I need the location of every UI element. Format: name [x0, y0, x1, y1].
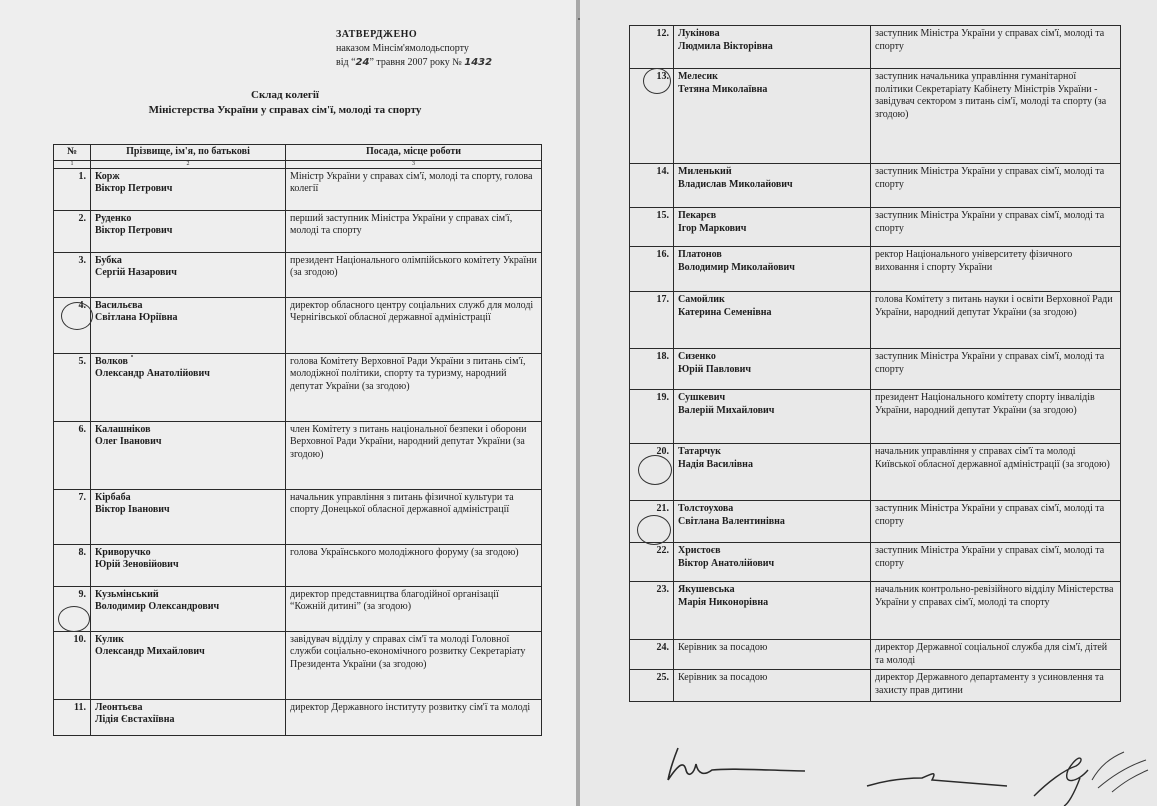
speck [578, 18, 580, 20]
member-name [674, 640, 871, 670]
member-position: завідувач відділу у справах сім'ї та молоді Головної служби соціально-економічного розвитку Секретаріату Президента України (за згодою) [286, 631, 542, 699]
member-name [91, 489, 286, 544]
index-cell: 3 [286, 160, 542, 168]
member-surname: Самойлик [678, 294, 725, 305]
row-number: 24. [630, 640, 674, 670]
member-position: заступник Міністра України у справах сім'ї, молоді та спорту [871, 26, 1121, 69]
member-given-name: Юрій Павлович [678, 363, 752, 375]
row-number: 16. [630, 247, 674, 292]
index-cell: 2 [91, 160, 286, 168]
member-given-name: Володимир Миколайович [678, 261, 795, 273]
table-row [54, 421, 542, 489]
member-name [674, 208, 871, 247]
row-number: 2. [54, 210, 91, 252]
speck [131, 355, 133, 357]
member-position: президент Національного комітету спорту інвалідів України, народний депутат України (за згодою) [871, 390, 1121, 444]
pen-circle-mark [643, 68, 671, 94]
member-position: заступник Міністра України у справах сім'ї, молоді та спорту [871, 208, 1121, 247]
member-position: заступник Міністра України у справах сім'ї, молоді та спорту [871, 501, 1121, 543]
member-given-name: Олег Іванович [95, 436, 162, 447]
member-surname: Керівник за посадою [678, 672, 768, 683]
member-name [674, 69, 871, 164]
approval-date-prefix: від “ [336, 57, 356, 68]
member-name [674, 247, 871, 292]
member-name [91, 586, 286, 631]
row-number: 5. [54, 353, 91, 421]
member-position: голова Комітету Верховної Ради України з питань сім'ї, молодіжної політики, спорту та туризму, народний депутат України (за згодою) [286, 353, 542, 421]
document-heading [60, 88, 510, 118]
table-row [630, 390, 1121, 444]
member-given-name: Олександр Анатолійович [95, 368, 210, 379]
member-given-name: Віктор Петрович [95, 183, 173, 194]
member-surname: Христоєв [678, 545, 721, 556]
row-number: 17. [630, 292, 674, 349]
row-number: 21. [630, 501, 674, 543]
member-given-name: Олександр Михайлович [95, 646, 205, 657]
table-row [630, 26, 1121, 69]
row-number: 12. [630, 26, 674, 69]
member-name [91, 421, 286, 489]
table-row [630, 444, 1121, 501]
table-index-row [54, 160, 542, 168]
row-number: 9. [54, 586, 91, 631]
member-given-name: Катерина Семенівна [678, 306, 772, 318]
member-position: ректор Національного університету фізичного виховання і спорту України [871, 247, 1121, 292]
row-number: 19. [630, 390, 674, 444]
member-name [91, 252, 286, 297]
pen-circle-mark [638, 455, 672, 485]
row-number: 6. [54, 421, 91, 489]
approval-order-line: наказом Мінсім'ямолодьспорту [336, 43, 469, 54]
member-given-name: Валерій Михайлович [678, 404, 775, 416]
member-surname: Леонтьєва [95, 701, 143, 713]
row-number: 18. [630, 349, 674, 390]
member-name [91, 631, 286, 699]
member-surname: Лукінова [678, 28, 720, 39]
member-position: директор Державного департаменту з усиновлення та захисту прав дитини [871, 670, 1121, 702]
member-surname: Сизенко [678, 351, 716, 362]
header-num: № [54, 145, 91, 161]
member-name [91, 353, 286, 421]
row-number: 23. [630, 582, 674, 640]
member-position: заступник Міністра України у справах сім'ї, молоді та спорту [871, 349, 1121, 390]
member-given-name: Лідія Євстахіївна [95, 714, 175, 725]
row-number: 15. [630, 208, 674, 247]
member-given-name: Світлана Валентинівна [678, 515, 785, 527]
member-name [674, 390, 871, 444]
table-row [54, 631, 542, 699]
row-number: 20. [630, 444, 674, 501]
table-row [630, 543, 1121, 582]
heading-line2: Міністерства України у справах сім'ї, молоді та спорту [148, 104, 422, 116]
approval-order-number: 1432 [464, 57, 493, 68]
header-position: Посада, місце роботи [286, 145, 542, 161]
pen-circle-mark [637, 515, 671, 545]
approval-date-day: 24 [355, 57, 370, 68]
table-row [630, 670, 1121, 702]
members-table-right [629, 25, 1121, 702]
member-position: голова Комітету з питань науки і освіти Верховної Ради України, народний депутат України (за згодою) [871, 292, 1121, 349]
table-row [54, 297, 542, 353]
member-position: заступник Міністра України у справах сім'ї, молоді та спорту [871, 164, 1121, 208]
approval-title: ЗАТВЕРДЖЕНО [336, 29, 418, 40]
member-position: член Комітету з питань національної безпеки і оборони Верховної Ради України, народний депутат України (за згодою) [286, 421, 542, 489]
member-position: начальник управління з питань фізичної культури та спорту Донецької обласної державної адміністрації [286, 489, 542, 544]
member-surname: Кузьмінський [95, 588, 159, 600]
signature-left [660, 740, 810, 790]
member-position: Міністр України у справах сім'ї, молоді та спорту, голова колегії [286, 168, 542, 210]
signature-right [1028, 730, 1153, 806]
member-surname: Волков [95, 355, 128, 367]
signature-middle [862, 760, 1012, 800]
table-row [630, 247, 1121, 292]
table-row [630, 501, 1121, 543]
approval-stamp [336, 28, 492, 70]
member-name [91, 297, 286, 353]
member-given-name: Володимир Олександрович [95, 601, 220, 612]
row-number: 4. [54, 297, 91, 353]
page-gutter [576, 0, 580, 806]
row-number: 8. [54, 544, 91, 586]
approval-date-line [336, 56, 492, 70]
table-row [54, 699, 542, 735]
member-name [91, 210, 286, 252]
member-surname: Мелесик [678, 71, 718, 82]
row-number: 1. [54, 168, 91, 210]
member-surname: Бубка [95, 254, 122, 266]
row-number: 13. [630, 69, 674, 164]
member-position: директор Державного інституту розвитку сім'ї та молоді [286, 699, 542, 735]
member-position: заступник начальника управління гуманітарної політики Секретаріату Кабінету Міністрів України - завідувач сектором з питань сім'ї, молоді та спорту (за згодою) [871, 69, 1121, 164]
member-position: голова Українського молодіжного форуму (за згодою) [286, 544, 542, 586]
member-surname: Сушкевич [678, 392, 726, 403]
member-given-name: Тетяна Миколаївна [678, 83, 768, 95]
pen-circle-mark [58, 606, 90, 632]
table-row [630, 640, 1121, 670]
member-position: президент Національного олімпійського комітету України (за згодою) [286, 252, 542, 297]
member-name [674, 349, 871, 390]
member-name [674, 543, 871, 582]
table-row [630, 292, 1121, 349]
table-row [630, 349, 1121, 390]
member-surname: Корж [95, 170, 120, 182]
member-given-name: Віктор Іванович [95, 504, 170, 515]
row-number: 10. [54, 631, 91, 699]
member-given-name: Владислав Миколайович [678, 178, 793, 190]
member-surname: Миленький [678, 166, 732, 177]
member-surname: Калашніков [95, 423, 151, 435]
member-name [91, 544, 286, 586]
member-surname: Васильєва [95, 299, 143, 311]
member-surname: Якушевська [678, 584, 735, 595]
row-number: 14. [630, 164, 674, 208]
table-row [54, 544, 542, 586]
member-given-name: Віктор Петрович [95, 225, 173, 236]
table-row [54, 586, 542, 631]
member-position: начальник контрольно-ревізійного відділу Міністерства України у справах сім'ї, молоді та спорту [871, 582, 1121, 640]
pen-circle-mark [61, 302, 93, 330]
member-surname: Криворучко [95, 546, 151, 558]
row-number: 3. [54, 252, 91, 297]
member-surname: Кулик [95, 633, 124, 645]
heading-line1: Склад колегії [251, 89, 319, 101]
table-header-row [54, 145, 542, 161]
member-given-name: Юрій Зеновійович [95, 559, 179, 570]
member-given-name: Віктор Анатолійович [678, 557, 775, 569]
index-cell: 1 [54, 160, 91, 168]
member-given-name: Надія Василівна [678, 458, 753, 470]
members-table-left [53, 144, 542, 736]
member-name [674, 501, 871, 543]
member-surname: Толстоухова [678, 503, 734, 514]
member-surname: Пекарєв [678, 210, 717, 221]
member-name [91, 699, 286, 735]
member-position: директор Державної соціальної служба для сім'ї, дітей та молоді [871, 640, 1121, 670]
member-name [674, 670, 871, 702]
member-position: заступник Міністра України у справах сім'ї, молоді та спорту [871, 543, 1121, 582]
member-name [674, 292, 871, 349]
member-given-name: Людмила Вікторівна [678, 40, 773, 52]
approval-date-rest: ” травня 2007 року № [369, 57, 462, 68]
member-position: директор обласного центру соціальних служб для молоді Чернігівської обласної державної адміністрації [286, 297, 542, 353]
table-row [54, 210, 542, 252]
member-position: перший заступник Міністра України у справах сім'ї, молоді та спорту [286, 210, 542, 252]
table-row [54, 252, 542, 297]
table-row [54, 168, 542, 210]
row-number: 22. [630, 543, 674, 582]
member-name [674, 164, 871, 208]
member-name [674, 26, 871, 69]
member-surname: Татарчук [678, 446, 721, 457]
member-given-name: Сергій Назарович [95, 267, 177, 278]
member-position: директор представництва благодійної організації “Кожній дитині” (за згодою) [286, 586, 542, 631]
member-surname: Руденко [95, 212, 132, 224]
member-surname: Керівник за посадою [678, 642, 768, 653]
table-row [630, 208, 1121, 247]
member-name [674, 444, 871, 501]
row-number: 11. [54, 699, 91, 735]
member-name [674, 582, 871, 640]
table-row [54, 489, 542, 544]
row-number: 25. [630, 670, 674, 702]
table-row [630, 164, 1121, 208]
table-row [630, 69, 1121, 164]
table-row [630, 582, 1121, 640]
member-given-name: Марія Никонорівна [678, 596, 769, 608]
member-given-name: Світлана Юріївна [95, 312, 178, 323]
row-number: 7. [54, 489, 91, 544]
member-given-name: Ігор Маркович [678, 222, 747, 234]
header-name: Прізвище, ім'я, по батькові [91, 145, 286, 161]
table-row [54, 353, 542, 421]
member-position: начальник управління у справах сім'ї та молоді Київської обласної державної адміністрації (за згодою) [871, 444, 1121, 501]
member-name [91, 168, 286, 210]
member-surname: Кірбаба [95, 491, 131, 503]
member-surname: Платонов [678, 249, 722, 260]
